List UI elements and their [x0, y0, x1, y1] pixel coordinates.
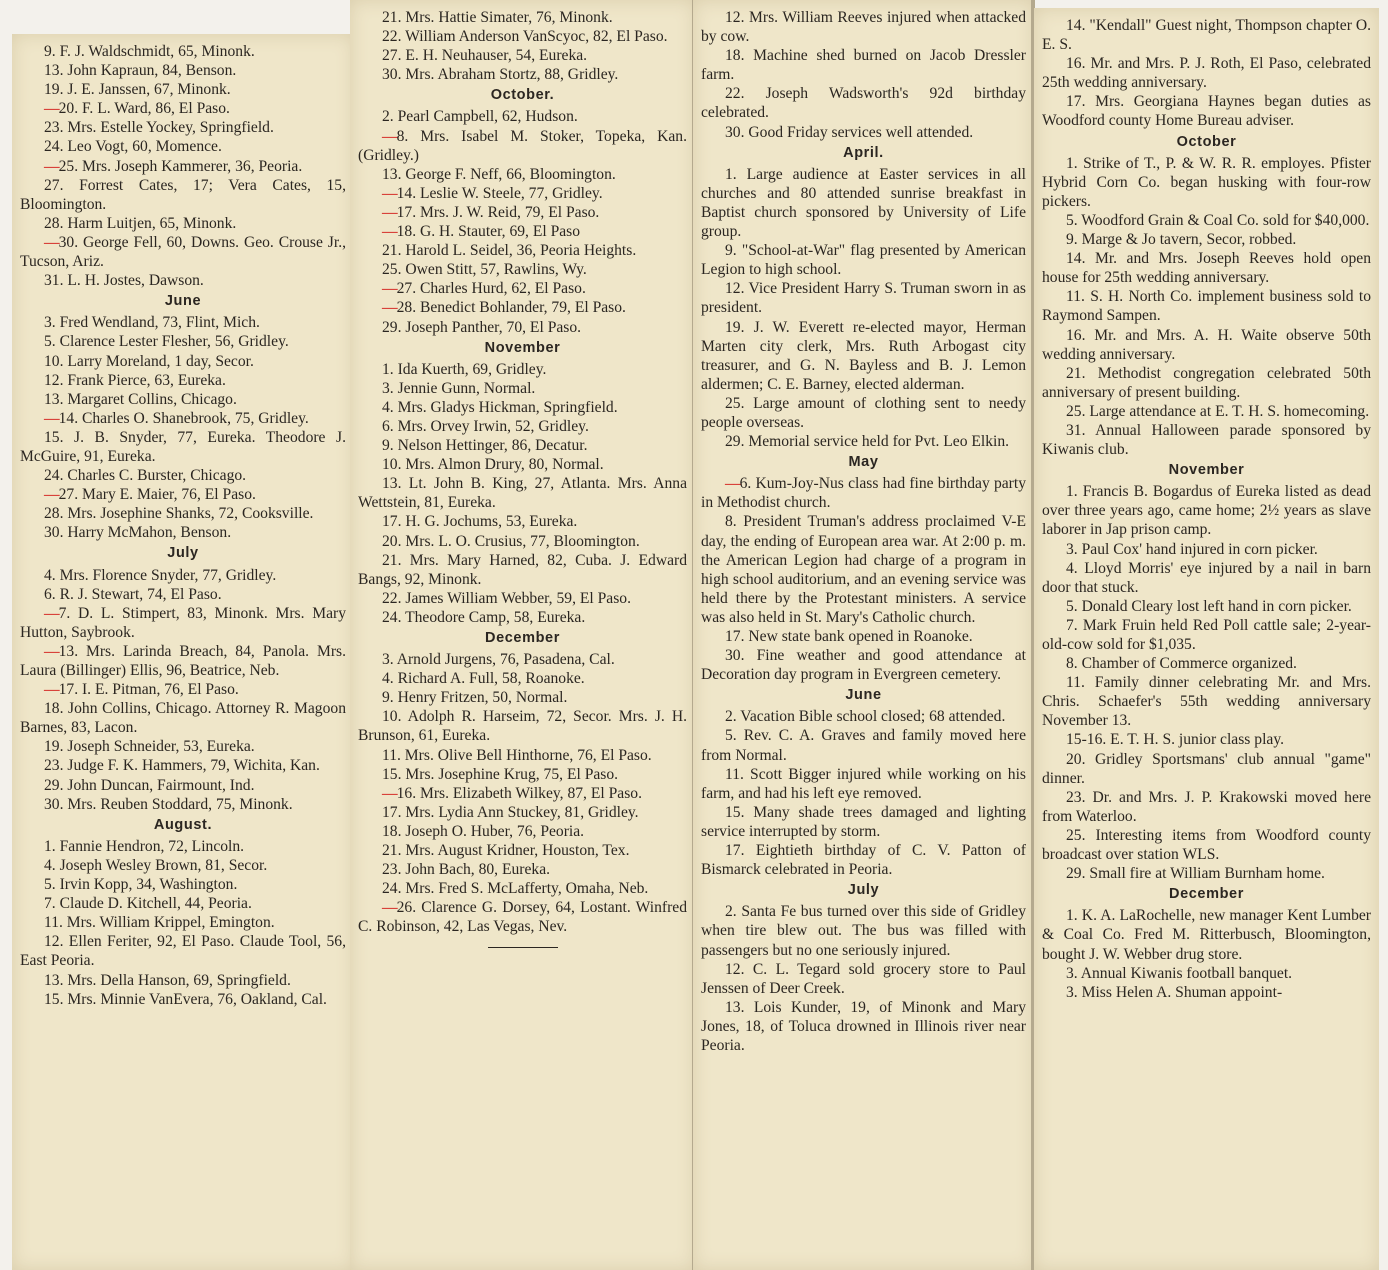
list-item — [701, 279, 1026, 317]
entry-text: 3. Jennie Gunn, Normal. — [382, 379, 536, 397]
list-item — [358, 879, 687, 898]
entry-text: 5. Woodford Grain & Coal Co. sold for $40,000. — [1066, 211, 1370, 229]
list-item — [701, 902, 1026, 959]
list-item — [1042, 287, 1371, 325]
list-item — [358, 784, 687, 803]
entry-text: 17. Mrs. Georgiana Haynes began duties as Woodford county Home Bureau adviser. — [1042, 93, 1371, 130]
list-item — [701, 627, 1026, 646]
month-heading: October. — [490, 87, 555, 104]
entry-text: 2. Santa Fe bus turned over this side of Gridley when tire blew out. The bus was filled with passengers but no one seriously injured. — [701, 903, 1026, 959]
list-item — [20, 837, 346, 856]
entry-text: 10. Larry Moreland, 1 day, Secor. — [44, 352, 254, 370]
list-item — [358, 474, 687, 512]
list-item — [20, 332, 346, 351]
pencil-mark-icon: — — [382, 299, 397, 317]
list-item — [358, 127, 687, 165]
entry-text: 9. Nelson Hettinger, 86, Decatur. — [382, 437, 588, 455]
entry-text: 17. New state bank opened in Roanoke. — [725, 628, 973, 645]
list-item — [20, 756, 346, 775]
entry-text: 17. Eightieth birthday of C. V. Patton of Bismarck celebrated in Peoria. — [701, 842, 1026, 879]
month-heading: May — [848, 454, 879, 471]
list-item — [701, 726, 1026, 764]
entry-text: 18. Joseph O. Huber, 76, Peoria. — [382, 822, 585, 840]
entry-text: 2. Pearl Campbell, 62, Hudson. — [382, 108, 578, 126]
list-item — [1042, 559, 1371, 597]
month-heading: July — [847, 882, 880, 899]
entry-text: 21. Methodist congregation celebrated 50th anniversary of present building. — [1042, 364, 1371, 401]
entry-text: 6. R. J. Stewart, 74, El Paso. — [44, 585, 222, 603]
list-item — [701, 123, 1026, 142]
entry-text: 12. Ellen Feriter, 92, El Paso. Claude Tool, 56, East Peoria. — [20, 933, 346, 970]
list-item — [701, 241, 1026, 279]
list-item — [358, 455, 687, 474]
entry-text: 11. Mrs. William Krippel, Emington. — [44, 914, 275, 932]
pencil-mark-icon: — — [382, 203, 397, 221]
entry-text: 13. John Kapraun, 84, Benson. — [44, 62, 237, 80]
list-item — [358, 860, 687, 879]
month-heading: July — [167, 545, 199, 562]
list-item — [1042, 730, 1371, 749]
pencil-mark-icon: — — [44, 604, 59, 622]
entry-text: 12. Vice President Harry S. Truman sworn in as president. — [701, 280, 1026, 317]
list-item — [1042, 788, 1371, 826]
entry-text: 15. Mrs. Minnie VanEvera, 76, Oakland, Cal. — [44, 990, 327, 1008]
list-item — [20, 61, 346, 80]
list-item — [20, 699, 346, 737]
entry-text: 13. George F. Neff, 66, Bloomington. — [382, 165, 616, 183]
entry-text: 26. Clarence G. Dorsey, 64, Lostant. Winfred C. Robinson, 42, Las Vegas, Nev. — [358, 899, 687, 936]
entry-text: 4. Lloyd Morris' eye injured by a nail in barn door that stuck. — [1042, 559, 1371, 596]
entry-text: 19. J. W. Everett re-elected mayor, Herman Marten city clerk, Mrs. Ruth Arbogast city treasurer, and G. N. Bayless and B. J. Lemon aldermen; C. E. Barney, elected alderman. — [701, 318, 1026, 393]
entry-text: 30. Mrs. Abraham Stortz, 88, Gridley. — [382, 66, 619, 84]
pencil-mark-icon: — — [44, 642, 59, 660]
list-item — [701, 394, 1026, 432]
list-item — [1042, 673, 1371, 730]
list-item — [1042, 983, 1371, 1002]
entry-text: 19. Joseph Schneider, 53, Eureka. — [44, 738, 255, 756]
entry-text: 18. G. H. Stauter, 69, El Paso — [396, 223, 581, 241]
entry-text: 2. Vacation Bible school closed; 68 attended. — [725, 708, 1006, 726]
clipping-column-2 — [350, 0, 695, 1270]
entry-text: 4. Mrs. Florence Snyder, 77, Gridley. — [44, 566, 277, 584]
entry-text: 3. Arnold Jurgens, 76, Pasadena, Cal. — [382, 651, 615, 669]
entry-text: 17. Mrs. Lydia Ann Stuckey, 81, Gridley. — [382, 803, 639, 821]
list-item — [701, 512, 1026, 627]
entry-text: 1. Large audience at Easter services in all churches and 80 attended sunrise breakfast in Baptist church sponsored by University of Life group. — [701, 165, 1026, 241]
list-item — [1042, 906, 1371, 963]
column-body — [350, 0, 695, 948]
list-item — [20, 42, 346, 61]
entry-text: 3. Fred Wendland, 73, Flint, Mich. — [44, 314, 260, 332]
pencil-mark-icon: — — [44, 100, 59, 118]
entry-text: 4. Richard A. Full, 58, Roanoke. — [382, 670, 585, 688]
list-item — [701, 46, 1026, 84]
column-body — [1034, 8, 1379, 1002]
month-heading: December — [1169, 886, 1244, 903]
list-item — [20, 176, 346, 214]
list-item — [701, 646, 1026, 684]
entry-text: 23. Mrs. Estelle Yockey, Springfield. — [44, 119, 274, 137]
entry-text: 13. Lt. John B. King, 27, Atlanta. Mrs. Anna Wettstein, 81, Eureka. — [358, 475, 687, 512]
entry-text: 13. Mrs. Larinda Breach, 84, Panola. Mrs. Laura (Billinger) Ellis, 96, Beatrice, Neb. — [20, 642, 346, 679]
list-item — [358, 551, 687, 589]
list-item — [20, 856, 346, 875]
list-item — [1042, 482, 1371, 539]
entry-text: 20. Gridley Sportsmans' club annual "game" dinner. — [1042, 750, 1371, 787]
entry-text: 30. Good Friday services well attended. — [725, 123, 974, 141]
entry-text: 18. John Collins, Chicago. Attorney R. Magoon Barnes, 83, Lacon. — [20, 700, 346, 737]
entry-text: 13. Margaret Collins, Chicago. — [44, 390, 237, 408]
list-item — [358, 803, 687, 822]
entry-text: 29. Small fire at William Burnham home. — [1066, 865, 1325, 883]
entry-text: 1. K. A. LaRochelle, new manager Kent Lumber & Coal Co. Fred M. Ritterbusch, Bloomington, bought J. W. Webber drug store. — [1042, 907, 1371, 963]
list-item — [1042, 211, 1371, 230]
entry-text: 7. Claude D. Kitchell, 44, Peoria. — [44, 895, 252, 913]
pencil-mark-icon: — — [382, 784, 397, 802]
entry-text: 30. Harry McMahon, Benson. — [44, 524, 232, 542]
entry-text: 9. F. J. Waldschmidt, 65, Minonk. — [44, 43, 255, 60]
list-item — [358, 898, 687, 936]
list-item — [20, 566, 346, 585]
pencil-mark-icon: — — [44, 157, 59, 175]
list-item — [358, 417, 687, 436]
entry-text: 13. Lois Kunder, 19, of Minonk and Mary Jones, 18, of Toluca drowned in Illinois river near Peoria. — [701, 998, 1026, 1054]
list-item — [20, 214, 346, 233]
list-item — [20, 428, 346, 466]
entry-text: 27. Charles Hurd, 62, El Paso. — [396, 280, 586, 298]
entry-text: 7. D. L. Stimpert, 83, Minonk. Mrs. Mary Hutton, Saybrook. — [20, 604, 346, 641]
entry-text: 5. Rev. C. A. Graves and family moved here from Normal. — [701, 727, 1026, 764]
entry-text: 14. Leslie W. Steele, 77, Gridley. — [396, 184, 603, 202]
entry-text: 22. Joseph Wadsworth's 92d birthday celebrated. — [701, 85, 1026, 122]
list-item — [358, 765, 687, 784]
list-item — [1042, 540, 1371, 559]
list-item — [1042, 864, 1371, 883]
list-item — [20, 642, 346, 680]
entry-text: 13. Mrs. Della Hanson, 69, Springfield. — [44, 971, 291, 989]
list-item — [20, 313, 346, 332]
entry-text: 27. Mary E. Maier, 76, El Paso. — [58, 486, 256, 504]
entry-text: 23. John Bach, 80, Eureka. — [382, 861, 551, 879]
column-body — [693, 0, 1034, 1055]
list-item — [1042, 826, 1371, 864]
month-heading: August. — [153, 816, 213, 833]
entry-text: 30. George Fell, 60, Downs. Geo. Crouse Jr., Tucson, Ariz. — [20, 233, 346, 271]
entry-text: 25. Large amount of clothing sent to needy people overseas. — [701, 394, 1026, 431]
entry-text: 4. Joseph Wesley Brown, 81, Secor. — [44, 856, 268, 874]
entry-text: 5. Donald Cleary lost left hand in corn picker. — [1066, 597, 1352, 615]
list-item — [20, 604, 346, 642]
entry-text: 23. Dr. and Mrs. J. P. Krakowski moved here from Waterloo. — [1042, 788, 1371, 825]
list-item — [701, 318, 1026, 394]
entry-text: 15. Mrs. Josephine Krug, 75, El Paso. — [382, 765, 619, 783]
pencil-mark-icon: — — [44, 681, 59, 699]
list-item — [1042, 326, 1371, 364]
list-item — [20, 157, 346, 176]
month-heading: June — [164, 293, 202, 310]
list-item — [701, 998, 1026, 1055]
list-item — [358, 650, 687, 669]
list-item — [358, 398, 687, 417]
pencil-mark-icon: — — [382, 184, 397, 202]
entry-text: 7. Mark Fruin held Red Poll cattle sale; 2-year-old-cow sold for $1,035. — [1042, 616, 1371, 653]
list-item — [358, 841, 687, 860]
list-item — [20, 932, 346, 970]
entry-text: 16. Mr. and Mrs. P. J. Roth, El Paso, celebrated 25th wedding anniversary. — [1042, 55, 1371, 92]
list-item — [358, 298, 687, 317]
list-item — [20, 352, 346, 371]
list-item — [358, 669, 687, 688]
entry-text: 9. Henry Fritzen, 50, Normal. — [382, 689, 568, 707]
clipping-column-4 — [1034, 8, 1379, 1270]
entry-text: 22. William Anderson VanScyoc, 82, El Paso. — [382, 28, 668, 46]
list-item — [1042, 16, 1371, 54]
list-item — [358, 589, 687, 608]
entry-text: 4. Mrs. Gladys Hickman, Springfield. — [382, 398, 618, 416]
entry-text: 29. Memorial service held for Pvt. Leo Elkin. — [725, 433, 1010, 451]
entry-text: 21. Mrs. August Kridner, Houston, Tex. — [382, 842, 630, 860]
list-item — [20, 585, 346, 604]
entry-text: 20. F. L. Ward, 86, El Paso. — [58, 100, 230, 118]
list-item — [701, 960, 1026, 998]
list-item — [358, 512, 687, 531]
entry-text: 25. Interesting items from Woodford county broadcast over station WLS. — [1042, 826, 1371, 864]
list-item — [701, 707, 1026, 726]
entry-text: 29. John Duncan, Fairmount, Ind. — [44, 776, 255, 794]
entry-text: 19. J. E. Janssen, 67, Minonk. — [44, 81, 231, 99]
list-item — [1042, 230, 1371, 249]
list-item — [20, 680, 346, 699]
list-item — [1042, 92, 1371, 130]
entry-text: 21. Mrs. Mary Harned, 82, Cuba. J. Edward Bangs, 92, Minonk. — [358, 551, 687, 588]
month-heading: November — [1168, 462, 1245, 479]
entry-text: 8. President Truman's address proclaimed V-E day, the ending of European area war. At 2:00 p. m. the American Legion had charge of a program in high school auditorium, and an evening service was held there by the Protestant ministers. A service was also held in St. Mary's Catholic church. — [701, 513, 1026, 626]
list-item — [1042, 597, 1371, 616]
list-item — [358, 822, 687, 841]
list-item — [20, 795, 346, 814]
entry-text: 15-16. E. T. H. S. junior class play. — [1066, 731, 1284, 749]
entry-text: 11. Family dinner celebrating Mr. and Mrs. Chris. Schaefer's 55th wedding anniversary November 13. — [1042, 674, 1371, 730]
list-item — [701, 165, 1026, 241]
end-rule — [488, 947, 558, 948]
entry-text: 17. Mrs. J. W. Reid, 79, El Paso. — [396, 203, 600, 221]
entry-text: 12. Frank Pierce, 63, Eureka. — [44, 371, 226, 389]
entry-text: 1. Strike of T., P. & W. R. R. employes. Pfister Hybrid Corn Co. began husking with four-row pickers. — [1042, 154, 1371, 210]
entry-text: 25. Owen Stitt, 57, Rawlins, Wy. — [382, 261, 587, 279]
entry-text: 24. Leo Vogt, 60, Momence. — [44, 138, 222, 156]
list-item — [358, 318, 687, 337]
entry-text: 9. Marge & Jo tavern, Secor, robbed. — [1066, 231, 1297, 249]
entry-text: 30. Mrs. Reuben Stoddard, 75, Minonk. — [44, 795, 293, 813]
list-item — [358, 746, 687, 765]
column-body — [12, 34, 354, 1009]
pencil-mark-icon: — — [382, 127, 397, 145]
entry-text: 23. Judge F. K. Hammers, 79, Wichita, Kan. — [44, 757, 320, 775]
entry-text: 5. Irvin Kopp, 34, Washington. — [44, 876, 238, 894]
list-item — [1042, 364, 1371, 402]
entry-text: 8. Chamber of Commerce organized. — [1066, 655, 1297, 673]
entry-text: 29. Joseph Panther, 70, El Paso. — [382, 318, 582, 336]
list-item — [358, 279, 687, 298]
entry-text: 17. H. G. Jochums, 53, Eureka. — [382, 513, 578, 531]
list-item — [358, 46, 687, 65]
entry-text: 10. Mrs. Almon Drury, 80, Normal. — [382, 456, 604, 474]
pencil-mark-icon: — — [382, 223, 397, 241]
list-item — [358, 241, 687, 260]
list-item — [20, 776, 346, 795]
list-item — [701, 474, 1026, 512]
list-item — [20, 913, 346, 932]
entry-text: 17. I. E. Pitman, 76, El Paso. — [58, 681, 239, 699]
month-heading: October — [1176, 133, 1237, 150]
list-item — [20, 504, 346, 523]
list-item — [358, 688, 687, 707]
entry-text: 18. Machine shed burned on Jacob Dressler farm. — [701, 47, 1026, 84]
clipping-column-3 — [693, 0, 1034, 1270]
entry-text: 11. Mrs. Olive Bell Hinthorne, 76, El Paso. — [382, 746, 652, 764]
entry-text: 31. Annual Halloween parade sponsored by Kiwanis club. — [1042, 421, 1371, 459]
entry-text: 14. "Kendall" Guest night, Thompson chapter O. E. S. — [1042, 17, 1371, 54]
entry-text: 11. Scott Bigger injured while working on his farm, and had his left eye removed. — [701, 765, 1026, 802]
list-item — [20, 80, 346, 99]
entry-text: 6. Kum-Joy-Nus class had fine birthday party in Methodist church. — [701, 475, 1026, 512]
pencil-mark-icon: — — [382, 899, 397, 917]
entry-text: 8. Mrs. Isabel M. Stoker, Topeka, Kan. (Gridley.) — [358, 127, 687, 164]
entry-text: 22. James William Webber, 59, El Paso. — [382, 589, 631, 607]
entry-text: 1. Ida Kuerth, 69, Gridley. — [382, 360, 547, 378]
list-item — [1042, 750, 1371, 788]
entry-text: 24. Theodore Camp, 58, Eureka. — [382, 608, 586, 626]
list-item — [20, 137, 346, 156]
list-item — [701, 841, 1026, 879]
list-item — [1042, 654, 1371, 673]
list-item — [20, 894, 346, 913]
list-item — [20, 118, 346, 137]
pencil-mark-icon: — — [44, 409, 59, 427]
list-item — [20, 737, 346, 756]
entry-text: 24. Mrs. Fred S. McLafferty, Omaha, Neb. — [382, 880, 649, 898]
month-heading: November — [484, 339, 561, 356]
list-item — [358, 608, 687, 627]
list-item — [20, 390, 346, 409]
list-item — [20, 233, 346, 271]
entry-text: 12. C. L. Tegard sold grocery store to Paul Jenssen of Deer Creek. — [701, 960, 1026, 997]
pencil-mark-icon: — — [44, 486, 59, 504]
list-item — [1042, 154, 1371, 211]
entry-text: 24. Charles C. Burster, Chicago. — [44, 467, 247, 485]
entry-text: 31. L. H. Jostes, Dawson. — [44, 272, 204, 290]
entry-text: 3. Paul Cox' hand injured in corn picker. — [1066, 540, 1318, 558]
list-item — [358, 184, 687, 203]
entry-text: 1. Francis B. Bogardus of Eureka listed as dead over three years ago, came home; 2½ years as slave laborer in Jap prison camp. — [1042, 483, 1371, 539]
list-item — [358, 203, 687, 222]
list-item — [701, 765, 1026, 803]
entry-text: 3. Miss Helen A. Shuman appoint- — [1066, 983, 1283, 1001]
list-item — [358, 436, 687, 455]
entry-text: 6. Mrs. Orvey Irwin, 52, Gridley. — [382, 417, 589, 435]
list-item — [1042, 249, 1371, 287]
list-item — [20, 271, 346, 290]
entry-text: 25. Large attendance at E. T. H. S. homecoming. — [1066, 402, 1370, 420]
list-item — [701, 803, 1026, 841]
pencil-mark-icon: — — [725, 475, 740, 493]
entry-text: 12. Mrs. William Reeves injured when attacked by cow. — [701, 9, 1026, 46]
entry-text: 10. Adolph R. Harseim, 72, Secor. Mrs. J. H. Brunson, 61, Eureka. — [358, 708, 687, 745]
list-item — [358, 222, 687, 241]
list-item — [701, 432, 1026, 451]
list-item — [20, 99, 346, 118]
list-item — [20, 409, 346, 428]
list-item — [20, 523, 346, 542]
entry-text: 9. "School-at-War" flag presented by American Legion to high school. — [701, 242, 1026, 279]
entry-text: 16. Mr. and Mrs. A. H. Waite observe 50th wedding anniversary. — [1042, 326, 1371, 363]
list-item — [1042, 616, 1371, 654]
entry-text: 14. Charles O. Shanebrook, 75, Gridley. — [58, 409, 309, 427]
list-item — [701, 8, 1026, 46]
month-heading: April. — [843, 144, 884, 161]
list-item — [20, 990, 346, 1009]
entry-text: 15. Many shade trees damaged and lighting service interrupted by storm. — [701, 803, 1026, 840]
entry-text: 21. Harold L. Seidel, 36, Peoria Heights. — [382, 242, 637, 260]
clipping-column-1 — [12, 34, 354, 1270]
month-heading: June — [845, 687, 882, 704]
list-item — [358, 165, 687, 184]
list-item — [20, 371, 346, 390]
entry-text: 1. Fannie Hendron, 72, Lincoln. — [44, 837, 245, 855]
list-item — [20, 875, 346, 894]
entry-text: 14. Mr. and Mrs. Joseph Reeves hold open house for 25th wedding anniversary. — [1042, 250, 1371, 287]
entry-text: 27. E. H. Neuhauser, 54, Eureka. — [382, 47, 588, 65]
list-item — [358, 532, 687, 551]
list-item — [1042, 421, 1371, 459]
entry-text: 20. Mrs. L. O. Crusius, 77, Bloomington. — [382, 532, 640, 550]
month-heading: December — [485, 630, 560, 646]
entry-text: 11. S. H. North Co. implement business sold to Raymond Sampen. — [1042, 288, 1371, 325]
list-item — [20, 466, 346, 485]
list-item — [20, 485, 346, 504]
list-item — [20, 971, 346, 990]
list-item — [358, 107, 687, 126]
list-item — [358, 27, 687, 46]
pencil-mark-icon: — — [382, 280, 397, 298]
entry-text: 3. Annual Kiwanis football banquet. — [1066, 964, 1293, 982]
pencil-mark-icon: — — [44, 233, 59, 251]
entry-text: 27. Forrest Cates, 17; Vera Cates, 15, Bloomington. — [20, 176, 346, 213]
list-item — [1042, 402, 1371, 421]
entry-text: 30. Fine weather and good attendance at Decoration day program in Evergreen cemetery. — [701, 647, 1026, 684]
entry-text: 25. Mrs. Joseph Kammerer, 36, Peoria. — [58, 157, 303, 175]
entry-text: 21. Mrs. Hattie Simater, 76, Minonk. — [382, 9, 613, 26]
entry-text: 16. Mrs. Elizabeth Wilkey, 87, El Paso. — [396, 784, 642, 802]
list-item — [358, 65, 687, 84]
entry-text: 15. J. B. Snyder, 77, Eureka. Theodore J. McGuire, 91, Eureka. — [20, 428, 346, 465]
list-item — [358, 379, 687, 398]
list-item — [1042, 964, 1371, 983]
list-item — [358, 8, 687, 27]
entry-text: 28. Mrs. Josephine Shanks, 72, Cooksville. — [44, 505, 314, 523]
list-item — [1042, 54, 1371, 92]
list-item — [358, 707, 687, 745]
entry-text: 5. Clarence Lester Flesher, 56, Gridley. — [44, 333, 289, 351]
entry-text: 28. Harm Luitjen, 65, Minonk. — [44, 214, 237, 232]
list-item — [701, 84, 1026, 122]
entry-text: 28. Benedict Bohlander, 79, El Paso. — [396, 299, 626, 317]
list-item — [358, 260, 687, 279]
list-item — [358, 360, 687, 379]
